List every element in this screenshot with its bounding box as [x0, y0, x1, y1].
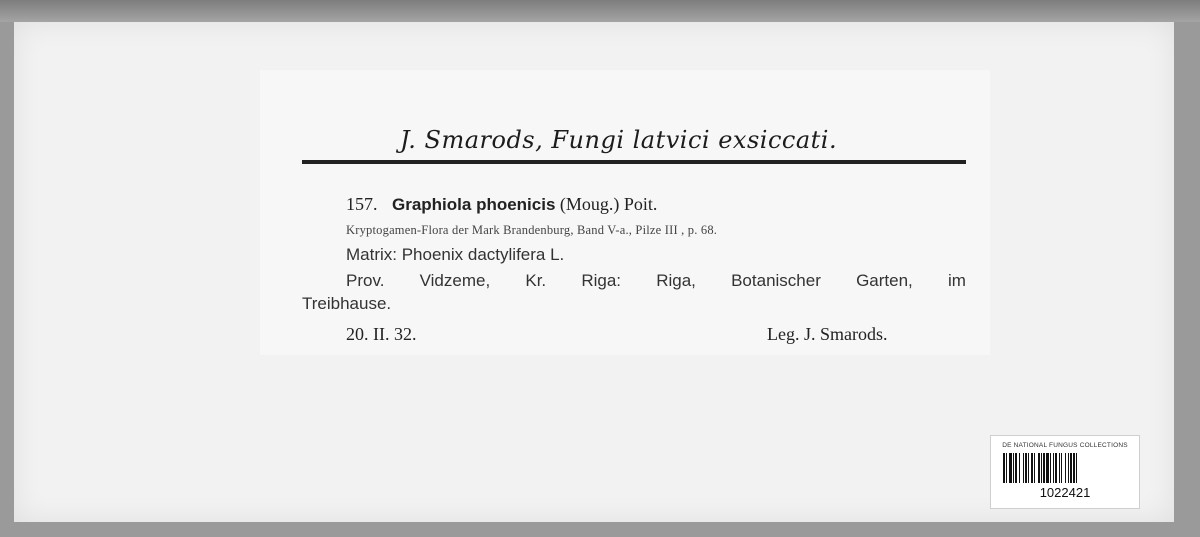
reference-line: Kryptogamen-Flora der Mark Brandenburg, Band V-a., Pilze III , p. 68.: [346, 223, 718, 237]
species-line: [346, 194, 657, 215]
barcode-number: 1022421: [1039, 485, 1091, 500]
locality-word: Riga:: [581, 271, 622, 290]
matrix-line: Matrix: Phoenix dactylifera L.: [346, 245, 565, 264]
background-strip: [0, 0, 1200, 22]
locality-word: Riga,: [656, 271, 696, 290]
locality-word: Vidzeme,: [419, 271, 491, 290]
locality-word: Kr.: [525, 271, 547, 290]
locality-continuation: Treibhause.: [302, 294, 392, 313]
locality-word: Prov.: [346, 271, 385, 290]
label-title: J. Smarods, Fungi latvici exsiccati.: [400, 126, 838, 154]
collector: Leg. J. Smarods.: [767, 324, 888, 344]
specimen-label: [260, 70, 990, 355]
collection-date: 20. II. 32.: [346, 324, 417, 344]
locality-word: Garten,: [856, 271, 913, 290]
specimen-number: 157.: [346, 194, 378, 214]
locality-word: Botanischer: [731, 271, 821, 290]
species-name: Graphiola phoenicis: [392, 195, 556, 214]
barcode-icon: [1003, 453, 1127, 483]
title-rule: [302, 160, 966, 164]
barcode-label: [990, 435, 1140, 509]
species-authority: (Moug.) Poit.: [559, 194, 658, 214]
locality-word: im: [947, 271, 966, 290]
collection-name: DE NATIONAL FUNGUS COLLECTIONS: [1002, 442, 1128, 449]
locality-line: [346, 271, 966, 291]
